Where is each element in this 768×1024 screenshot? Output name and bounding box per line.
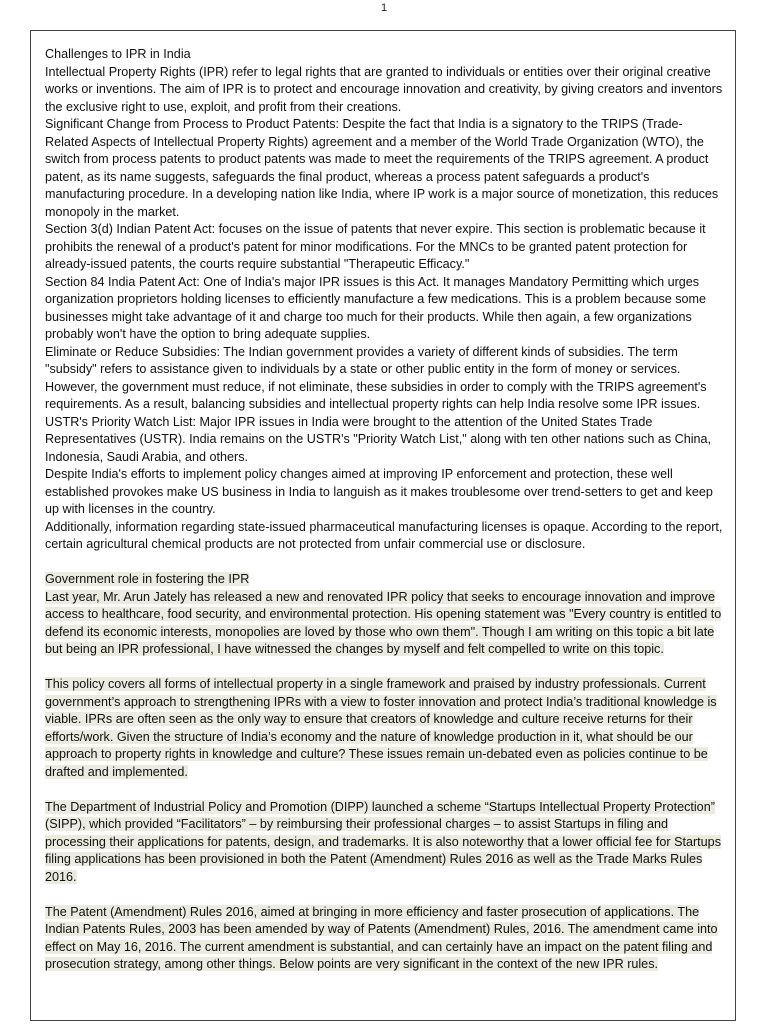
highlighted-section [45,799,725,887]
highlighted-paragraph: Last year, Mr. Arun Jately has released a new and renovated IPR policy that seeks to encourage innovation and improve access to healthcare, food security, and environmental protection. His opening statement was "Every country is entitled to defend its economic interests, monopolies are loved by those who own them". Though I am writing on this topic a bit late but being an IPR professional, I have witnessed the changes by myself and felt compelled to write on this topic. [45,589,722,656]
highlighted-paragraph: The Patent (Amendment) Rules 2016, aimed at bringing in more efficiency and faster prosecution of applications. The Indian Patents Rules, 2003 has been amended by way of Patents (Amendment) Rules, 2016. The amendment came into effect on May 16, 2016. The current amendment is substantial, and can certainly have an impact on the patent filing and prosecution strategy, among other things. Below points are very significant in the context of the new IPR rules. [45,904,718,971]
highlighted-paragraph: This policy covers all forms of intellectual property in a single framework and praised by industry professionals. Current government’s approach to strengthening IPRs with a view to foster innovation and protect India’s traditional knowledge is viable. IPRs are often seen as the only way to ensure that creators of knowledge and culture receive returns for their efforts/work. Given the structure of India’s economy and the nature of knowledge production in it, what should be our approach to property rights in knowledge and culture? These issues remain un-debated even as policies continue to be drafted and implemented. [45,677,717,779]
page-number: 1 [380,2,388,14]
paragraph: USTR's Priority Watch List: Major IPR issues in India were brought to the attention of the United States Trade Representatives (USTR). India remains on the USTR's "Priority Watch List," along with ten other nations such as China, Indonesia, Saudi Arabia, and others. [45,414,712,464]
highlighted-section [45,904,725,974]
highlighted-paragraph: The Department of Industrial Policy and Promotion (DIPP) launched a scheme “Startups Intellectual Property Protection” (SIPP), which provided “Facilitators” – by reimbursing their professional charges – to assist Startups in filing and processing their applications for patents, design, and trademarks. It is also noteworthy that a lower official fee for Startups filing applications has been provisioned in both the Patent (Amendment) Rules 2016 as well as the Trade Marks Rules 2016. [45,799,721,884]
paragraph: Eliminate or Reduce Subsidies: The Indian government provides a variety of different kinds of subsidies. The term "subsidy" refers to assistance given to individuals by a state or other public entity in the form of money or services. However, the government must reduce, if not eliminate, these subsidies in order to comply with the TRIPS agreement's requirements. As a result, balancing subsidies and intellectual property rights can help India resolve some IPR issues. [45,344,707,411]
document-body [45,46,725,974]
paragraph: Significant Change from Process to Product Patents: Despite the fact that India is a signatory to the TRIPS (Trade-Related Aspects of Intellectual Property Rights) agreement and a member of the World Trade Organization (WTO), the switch from process patents to product patents was made to meet the requirements of the TRIPS agreement. A product patent, as its name suggests, safeguards the final product, whereas a process patent safeguards a product's manufacturing procedure. In a developing nation like India, where IP work is a major source of monetization, this reduces monopoly in the market. [45,117,719,219]
paragraph: Section 3(d) Indian Patent Act: focuses on the issue of patents that never expire. This section is problematic because it prohibits the renewal of a product's patent for minor modifications. For the MNCs to be granted patent protection for already-issued patents, the courts require substantial "Therapeutic Efficacy." [45,222,706,271]
paragraph: Despite India's efforts to implement policy changes aimed at improving IP enforcement and protection, these well established provokes make US business in India to languish as it makes troublesome over trend-setters to get and keep up with licenses in the country. [45,467,713,516]
section-title-government-role: Government role in fostering the IPR [45,572,250,586]
paragraph: Section 84 India Patent Act: One of India's major IPR issues is this Act. It manages Mandatory Permitting which urges organization proprietors holding licenses to efficiently manufacture a few medications. This is a problem because some businesses might take advantage of it and charge too much for their products. While then again, a few organizations probably won't have the option to bring adequate supplies. [45,274,707,341]
section-title-challenges: Challenges to IPR in India [45,47,191,61]
paragraph: Additionally, information regarding state-issued pharmaceutical manufacturing licenses is opaque. According to the report, certain agricultural chemical products are not protected from unfair commercial use or disclosure. [45,519,723,551]
highlighted-section-government-role [45,571,725,659]
highlighted-section [45,676,725,781]
paragraph: Intellectual Property Rights (IPR) refer to legal rights that are granted to individuals or entities over their original creative works or inventions. The aim of IPR is to protect and encourage innovation and creativity, by giving creators and inventors the exclusive right to use, exploit, and profit from their creations. [45,64,723,114]
